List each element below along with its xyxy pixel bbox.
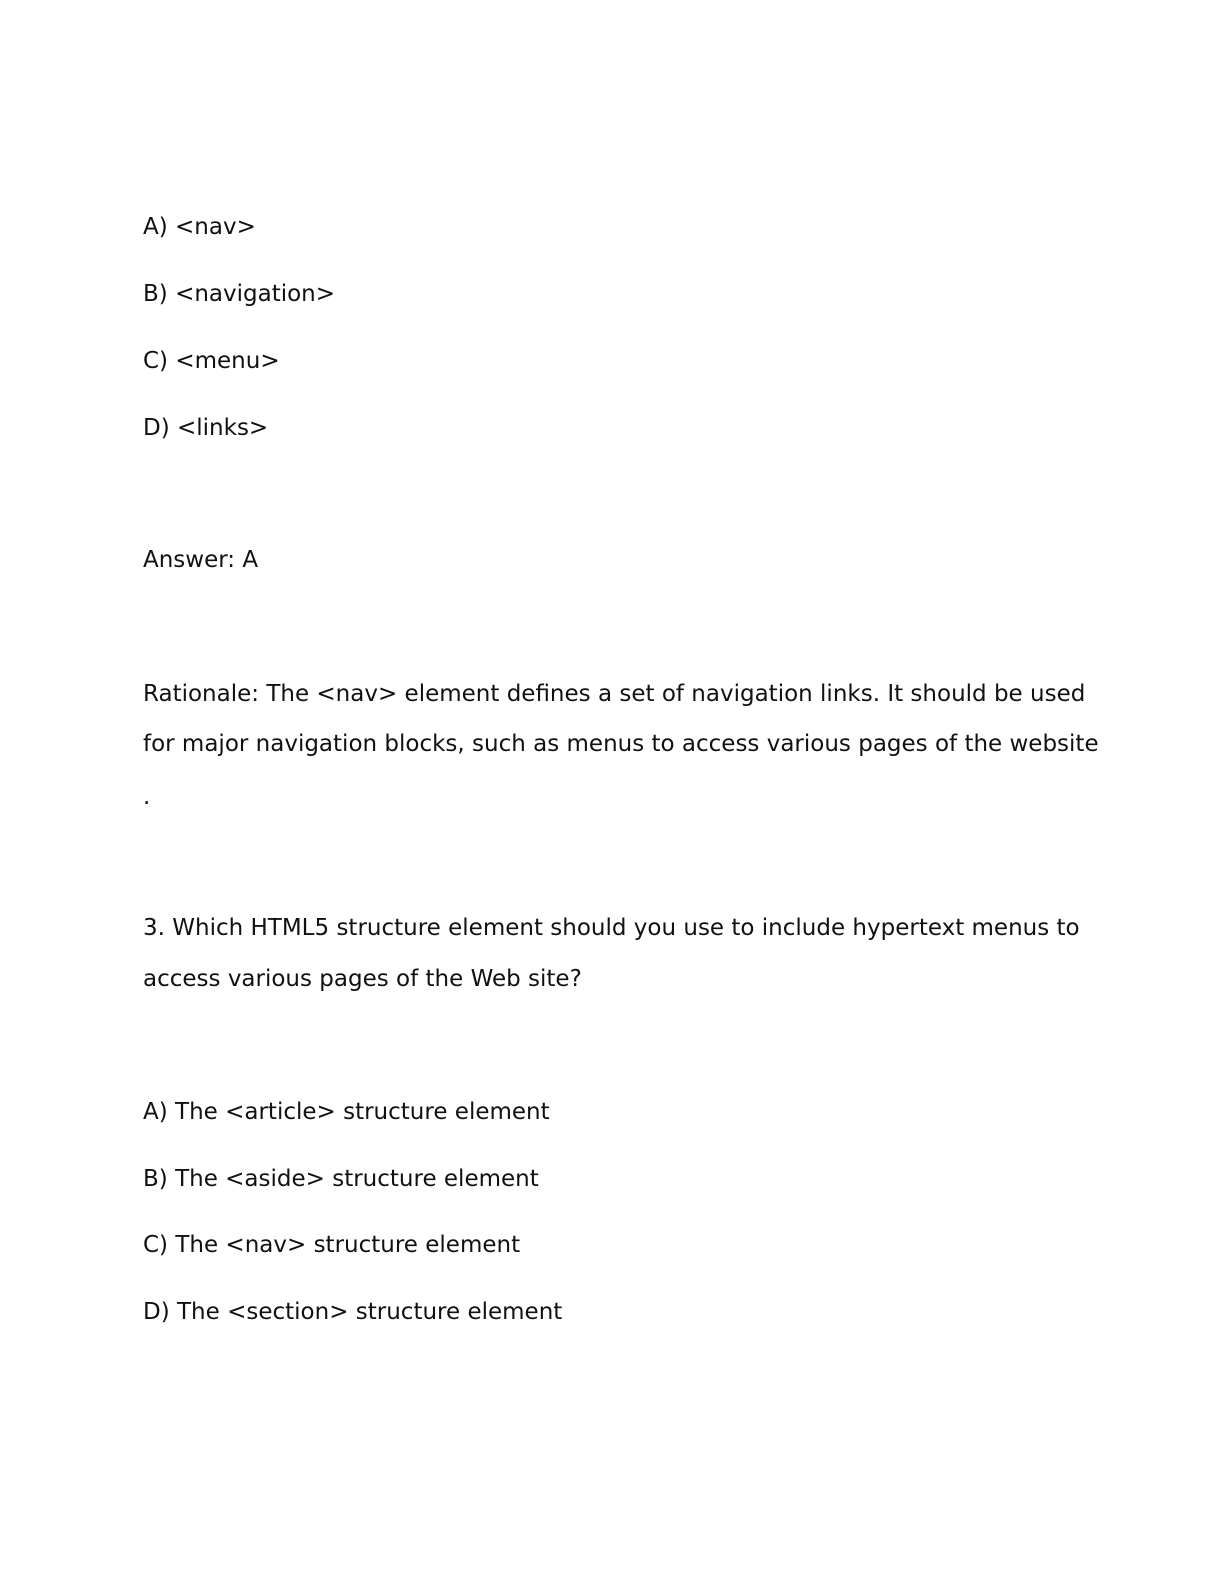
q2-option-c: C) <menu>	[143, 348, 280, 374]
question-3-line-2: access various pages of the Web site?	[143, 966, 582, 992]
q2-option-a: A) <nav>	[143, 214, 256, 240]
rationale-line-3: .	[143, 784, 151, 810]
q3-option-c: C) The <nav> structure element	[143, 1232, 521, 1258]
q3-option-a: A) The <article> structure element	[143, 1099, 550, 1125]
q3-option-b: B) The <aside> structure element	[143, 1166, 539, 1192]
q2-option-b: B) <navigation>	[143, 281, 336, 307]
rationale-line-2: for major navigation blocks, such as menus to access various pages of the website	[143, 731, 1099, 757]
question-3-line-1: 3. Which HTML5 structure element should you use to include hypertext menus to	[143, 915, 1080, 941]
q3-option-d: D) The <section> structure element	[143, 1299, 563, 1325]
rationale-line-1: Rationale: The <nav> element defines a set of navigation links. It should be used	[143, 681, 1086, 707]
q2-option-d: D) <links>	[143, 415, 269, 441]
answer-line: Answer: A	[143, 547, 259, 573]
